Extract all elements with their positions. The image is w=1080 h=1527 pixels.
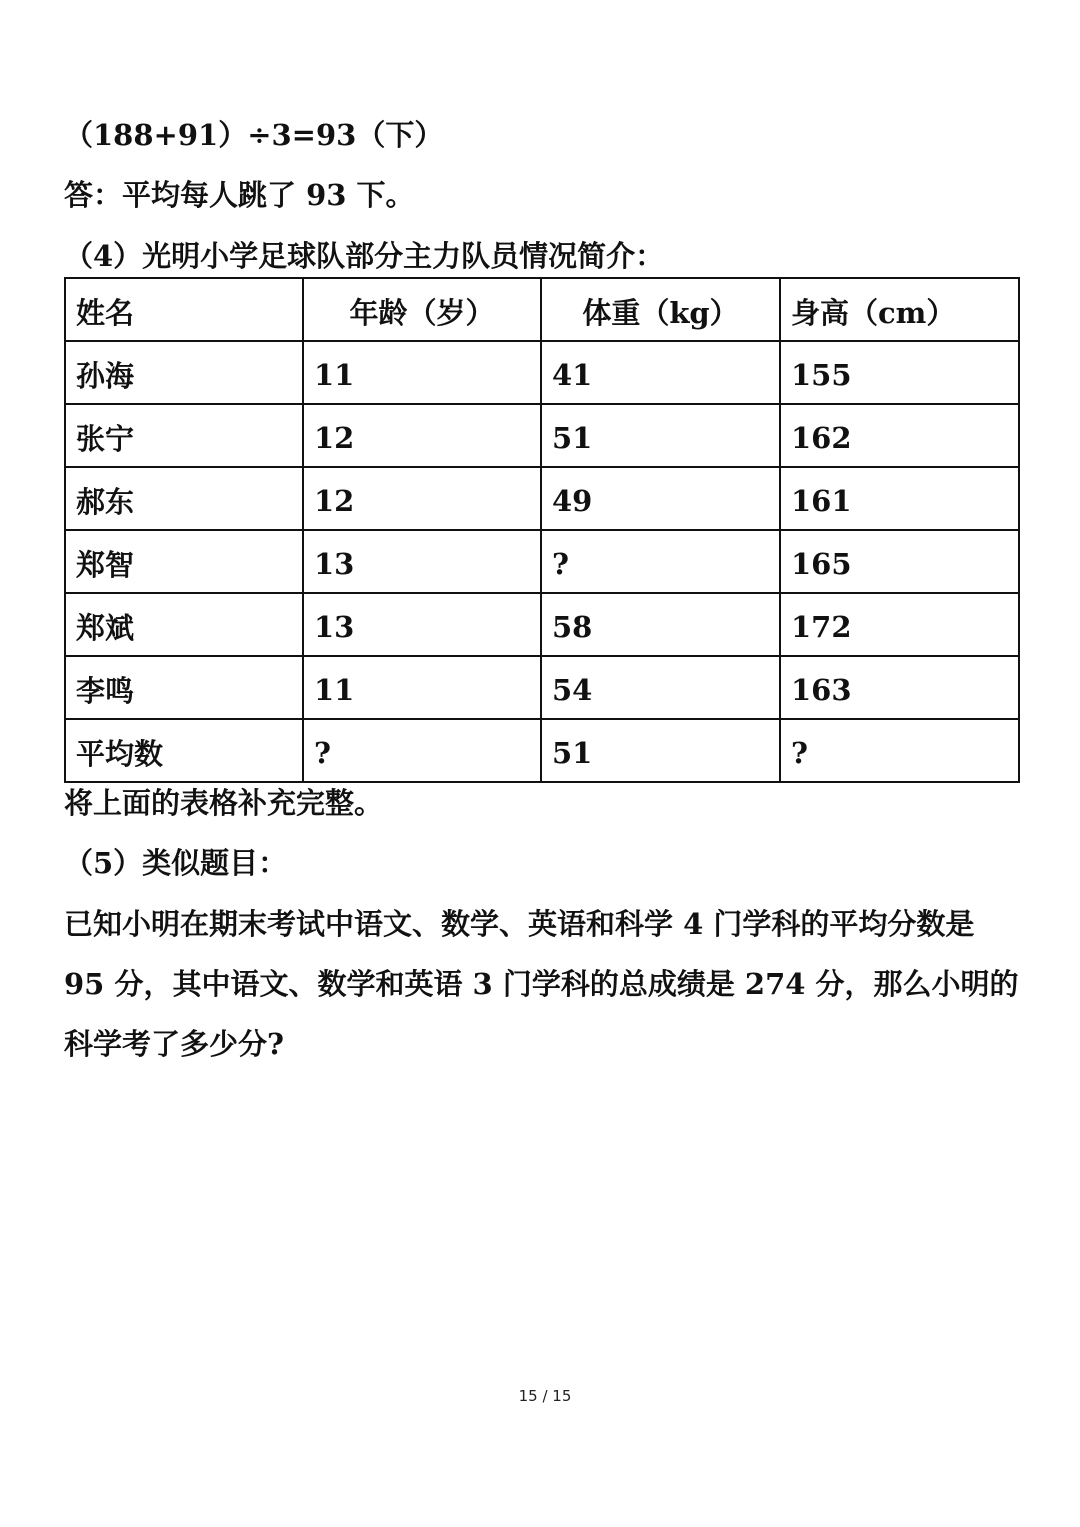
table-row	[65, 593, 1019, 656]
cell-weight: ?	[541, 530, 780, 593]
cell-weight: 54	[541, 656, 780, 719]
table-row	[65, 656, 1019, 719]
cell-name: 张宁	[65, 404, 303, 467]
calculation-line: （188+91）÷3=93（下）	[64, 118, 444, 152]
cell-name: 郑斌	[65, 593, 303, 656]
cell-name: 李鸣	[65, 656, 303, 719]
header-weight: 体重（kg）	[541, 278, 780, 341]
cell-height: 172	[780, 593, 1019, 656]
header-name: 姓名	[65, 278, 303, 341]
cell-name: 郑智	[65, 530, 303, 593]
cell-height: 165	[780, 530, 1019, 593]
page-number: 15 / 15	[518, 1387, 572, 1405]
cell-age: 12	[303, 467, 541, 530]
cell-height: 155	[780, 341, 1019, 404]
table-header-row	[65, 278, 1019, 341]
cell-name: 郝东	[65, 467, 303, 530]
table-row	[65, 404, 1019, 467]
table-row	[65, 467, 1019, 530]
cell-weight: 41	[541, 341, 780, 404]
cell-name: 孙海	[65, 341, 303, 404]
answer-line: 答：平均每人跳了 93 下。	[64, 178, 415, 212]
cell-weight: 51	[541, 719, 780, 782]
table-instruction: 将上面的表格补充完整。	[64, 786, 384, 820]
question-5-text: 已知小明在期末考试中语文、数学、英语和科学 4 门学科的平均分数是 95 分，其中语文、数学和英语 3 门学科的总成绩是 274 分，那么小明的科学考了多少分?	[64, 907, 1019, 1061]
question-5-title: （5）类似题目：	[64, 846, 288, 880]
table-row	[65, 341, 1019, 404]
cell-age: 11	[303, 656, 541, 719]
cell-age: 13	[303, 530, 541, 593]
header-age: 年龄（岁）	[303, 278, 541, 341]
cell-height: 163	[780, 656, 1019, 719]
question-4-title: （4）光明小学足球队部分主力队员情况简介：	[64, 239, 665, 273]
cell-age: ?	[303, 719, 541, 782]
cell-age: 12	[303, 404, 541, 467]
table-row	[65, 530, 1019, 593]
header-height: 身高（cm）	[780, 278, 1019, 341]
cell-weight: 49	[541, 467, 780, 530]
player-info-table	[64, 277, 1020, 783]
cell-age: 11	[303, 341, 541, 404]
cell-name: 平均数	[65, 719, 303, 782]
cell-weight: 51	[541, 404, 780, 467]
cell-height: 161	[780, 467, 1019, 530]
cell-height: ?	[780, 719, 1019, 782]
table-row-average	[65, 719, 1019, 782]
cell-weight: 58	[541, 593, 780, 656]
cell-height: 162	[780, 404, 1019, 467]
cell-age: 13	[303, 593, 541, 656]
